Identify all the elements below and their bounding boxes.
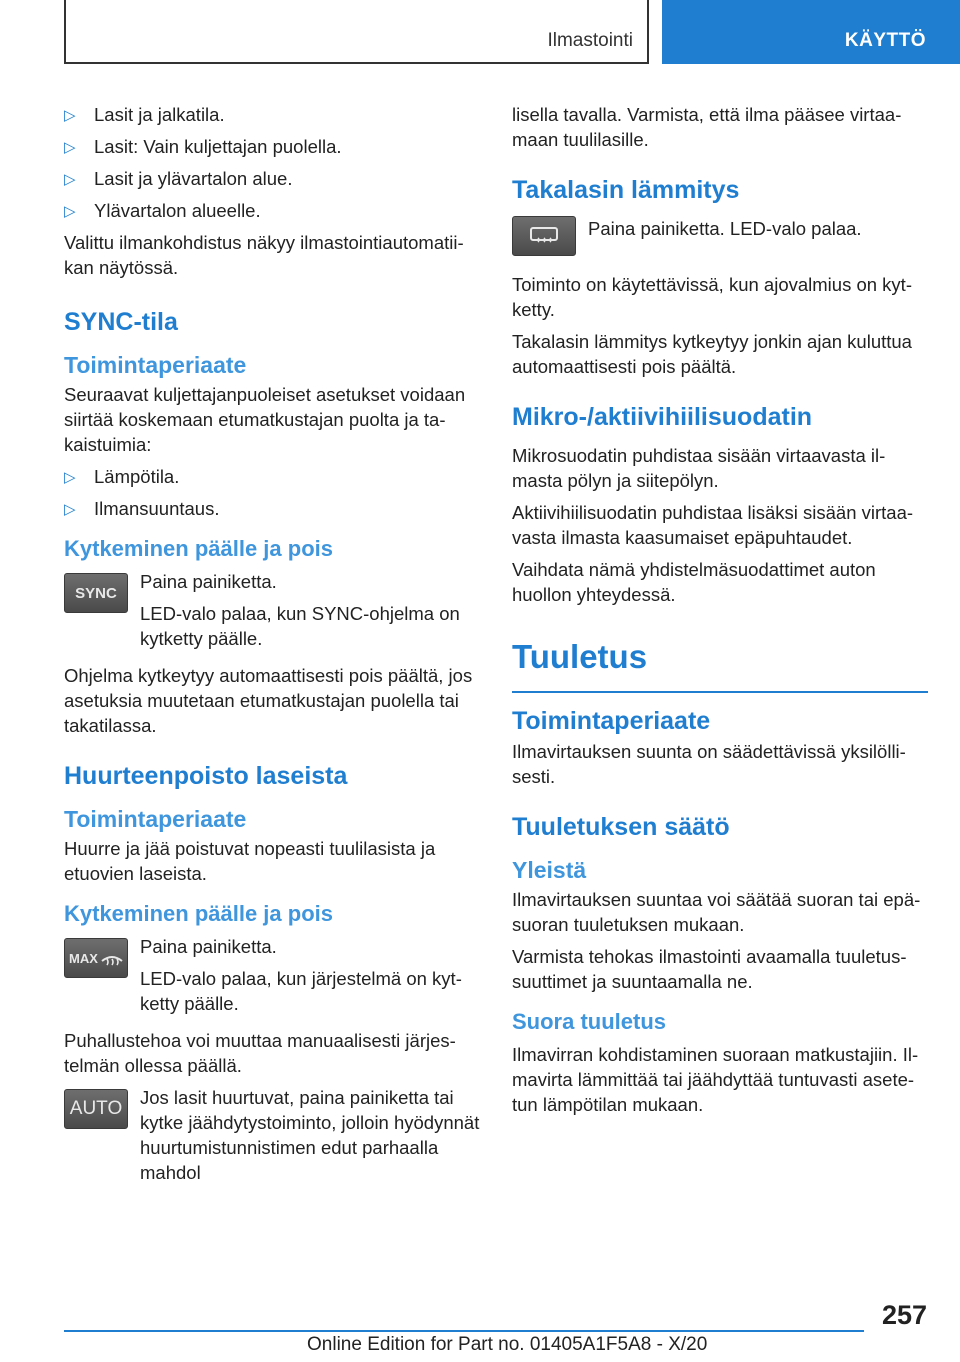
paragraph: Valittu ilmankohdistus näkyy ilmastointiautomatiikan näytössä. — [64, 232, 464, 278]
rear-window-heat-button-icon — [512, 216, 576, 256]
paragraph: Aktiivihiilisuodatin puhdistaa lisäksi sisään virtaavasta ilmasta kaasumaiset epäpuhtaudet. — [512, 502, 914, 548]
bullet-triangle-icon: ▷ — [64, 501, 76, 518]
rear-heat-button-row — [512, 216, 928, 264]
footer-edition: Online Edition for Part no. 01405A1F5A8 - X/20 — [307, 1334, 708, 1355]
list-item: ▷ Lämpötila. — [64, 464, 480, 489]
paragraph: Seuraavat kuljettajanpuoleiset asetukset voidaan siirtää koskemaan etumatkustajan puolta ja takaistuimia: — [64, 384, 466, 455]
heading-filter: Mikro-/aktiivihiilisuodatin — [512, 403, 813, 431]
page-number: 257 — [881, 1300, 927, 1330]
heading-ventilation-adjust: Tuuletuksen säätö — [512, 813, 730, 841]
paragraph: Paina painiketta. LED-valo palaa. — [588, 218, 862, 239]
paragraph: Vaihdata nämä yhdistelmäsuodattimet auton huollon yhteydessä. — [512, 559, 876, 605]
right-column — [512, 102, 928, 1124]
max-button-row — [64, 934, 480, 1016]
header-section-box — [64, 0, 649, 64]
header-chapter-box — [662, 0, 960, 64]
paragraph: Varmista tehokas ilmastointi avaamalla tuuletussuuttimet ja suuntaamalla ne. — [512, 946, 907, 992]
rear-defrost-icon — [529, 225, 559, 247]
auto-button-icon: AUTO — [64, 1089, 128, 1129]
paragraph: Ilmavirran kohdistaminen suoraan matkustajiin. Ilmavirta lämmittää tai jäähdyttää tuntuvasti asetetun lämpötilan mukaan. — [512, 1044, 919, 1115]
subheading-principle: Toimintaperiaate — [512, 707, 711, 735]
paragraph: Jos lasit huurtuvat, paina painiketta tai kytke jäähdytystoiminto, jolloin hyödynnät huurtumistunnistimen edut parhaalla mahdol — [140, 1087, 480, 1183]
subheading-principle: Toimintaperiaate — [64, 352, 247, 378]
bullet-triangle-icon: ▷ — [64, 171, 76, 188]
paragraph: Toiminto on käytettävissä, kun ajovalmius on kytketty. — [512, 274, 912, 320]
windshield-heat-icon — [101, 949, 123, 967]
paragraph: Mikrosuodatin puhdistaa sisään virtaavasta ilmasta pölyn ja siitepölyn. — [512, 445, 886, 491]
paragraph: Puhallustehoa voi muuttaa manuaalisesti järjestelmän ollessa päällä. — [64, 1030, 456, 1076]
heading-defrost: Huurteenpoisto laseista — [64, 762, 348, 790]
list-item: ▷ Lasit ja ylävartalon alue. — [64, 166, 480, 191]
paragraph: Takalasin lämmitys kytkeytyy jonkin ajan kuluttua automaattisesti pois päältä. — [512, 331, 912, 377]
subheading-switch-on-off: Kytkeminen päälle ja pois — [64, 901, 333, 926]
paragraph: LED-valo palaa, kun SYNC-ohjelma on kytketty päälle. — [140, 603, 460, 649]
heading-sync-mode: SYNC-tila — [64, 308, 178, 336]
auto-button-row — [64, 1085, 480, 1185]
paragraph: Paina painiketta. — [140, 936, 277, 957]
bullet-triangle-icon: ▷ — [64, 139, 76, 156]
bullet-triangle-icon: ▷ — [64, 469, 76, 486]
subheading-switch-on-off: Kytkeminen päälle ja pois — [64, 536, 333, 561]
subheading-general: Yleistä — [512, 857, 587, 883]
subheading-direct-ventilation: Suora tuuletus — [512, 1009, 667, 1034]
heading-ventilation: Tuuletus — [512, 638, 648, 675]
header-chapter-title: KÄYTTÖ — [844, 30, 926, 51]
heading-rear-window-heating: Takalasin lämmitys — [512, 176, 740, 204]
heading-rule — [512, 691, 928, 693]
paragraph: lisella tavalla. Varmista, että ilma pääsee virtaamaan tuulilasille. — [512, 104, 902, 150]
subheading-principle: Toimintaperiaate — [64, 806, 247, 832]
header-section-title: Ilmastointi — [547, 30, 633, 51]
sync-button-icon: SYNC — [64, 573, 128, 613]
paragraph: Paina painiketta. — [140, 571, 277, 592]
paragraph: Ohjelma kytkeytyy automaattisesti pois päältä, jos asetuksia muutetaan etumatkustajan puolella tai takatilassa. — [64, 665, 473, 736]
list-item: ▷ Lasit ja jalkatila. — [64, 102, 480, 127]
footer-rule — [64, 1330, 864, 1332]
max-defrost-button-icon: MAX — [64, 938, 128, 978]
sync-button-row — [64, 569, 480, 651]
paragraph: LED-valo palaa, kun järjestelmä on kytketty päälle. — [140, 968, 462, 1014]
list-item: ▷ Ylävartalon alueelle. — [64, 198, 480, 223]
paragraph: Huurre ja jää poistuvat nopeasti tuulilasista ja etuovien laseista. — [64, 838, 436, 884]
paragraph: Ilmavirtauksen suuntaa voi säätää suoran tai epäsuoran tuuletuksen mukaan. — [512, 889, 921, 935]
list-item: ▷ Lasit: Vain kuljettajan puolella. — [64, 134, 480, 159]
bullet-triangle-icon: ▷ — [64, 107, 76, 124]
bullet-triangle-icon: ▷ — [64, 203, 76, 220]
left-column — [64, 102, 480, 1192]
paragraph: Ilmavirtauksen suunta on säädettävissä yksilöllisesti. — [512, 741, 906, 787]
list-item: ▷ Ilmansuuntaus. — [64, 496, 480, 521]
